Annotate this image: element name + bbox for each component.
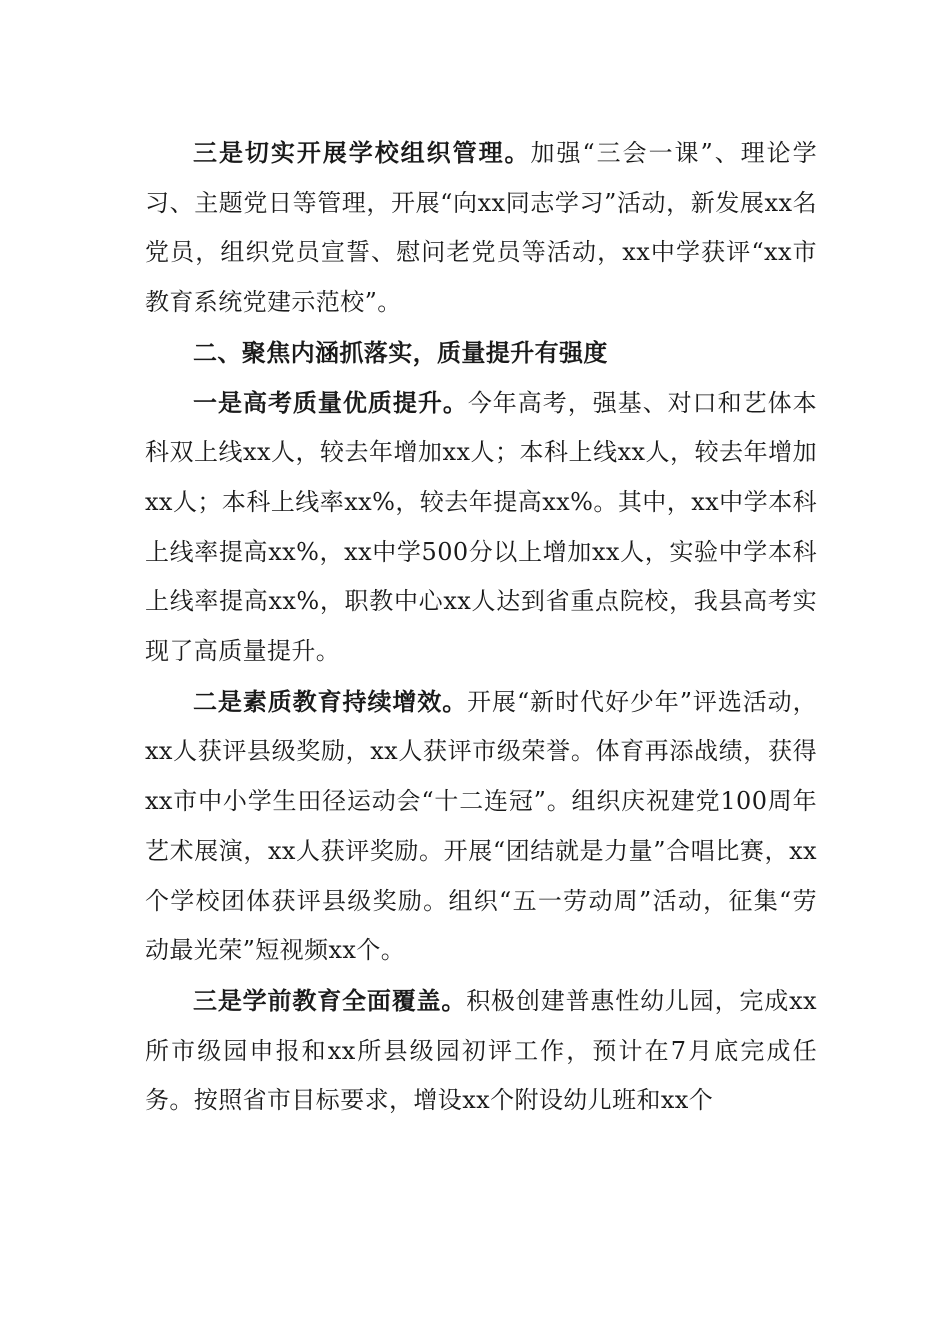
paragraph-lead: 一是高考质量优质提升。	[193, 387, 468, 417]
paragraph-body: 今年高考，强基、对口和艺体本科双上线xx人，较去年增加xx人；本科上线xx人，较去年增加xx人；本科上线率xx%，较去年提高xx%。其中，xx中学本科上线率提高xx%，xx中学500分以上增加xx人，实验中学本科上线率提高xx%，职教中心xx人达到省重点院校，我县高考实现了高质量提升。	[145, 388, 817, 666]
paragraph-quality-education	[145, 677, 817, 976]
paragraph-body: 加强“三会一课”、理论学习、主题党日等管理，开展“向xx同志学习”活动，新发展xx名党员，组织党员宣誓、慰问老党员等活动，xx中学获评“xx市教育系统党建示范校”。	[145, 139, 818, 317]
paragraph-body: 积极创建普惠性幼儿园，完成xx所市级园申报和xx所县级园初评工作，预计在7月底完成任务。按照省市目标要求，增设xx个附设幼儿班和xx个	[145, 986, 817, 1115]
document-page	[145, 128, 817, 1126]
paragraph-lead: 三是学前教育全面覆盖。	[193, 985, 467, 1015]
paragraph-lead: 二是素质教育持续增效。	[193, 686, 468, 716]
paragraph-lead: 三是切实开展学校组织管理。	[193, 138, 531, 167]
paragraph-preschool-education	[145, 976, 817, 1126]
section-heading: 二、聚焦内涵抓落实，质量提升有强度	[193, 337, 608, 367]
paragraph-party-organization	[145, 128, 817, 328]
paragraph-gaokao-quality	[145, 378, 817, 677]
paragraph-body: 开展“新时代好少年”评选活动，xx人获评县级奖励，xx人获评市级荣誉。体育再添战绩，获得xx市中小学生田径运动会“十二连冠”。组织庆祝建党100周年艺术展演，xx人获评奖励。开展“团结就是力量”合唱比赛，xx个学校团体获评县级奖励。组织“五一劳动周”活动，征集“劳动最光荣”短视频xx个。	[145, 687, 817, 965]
